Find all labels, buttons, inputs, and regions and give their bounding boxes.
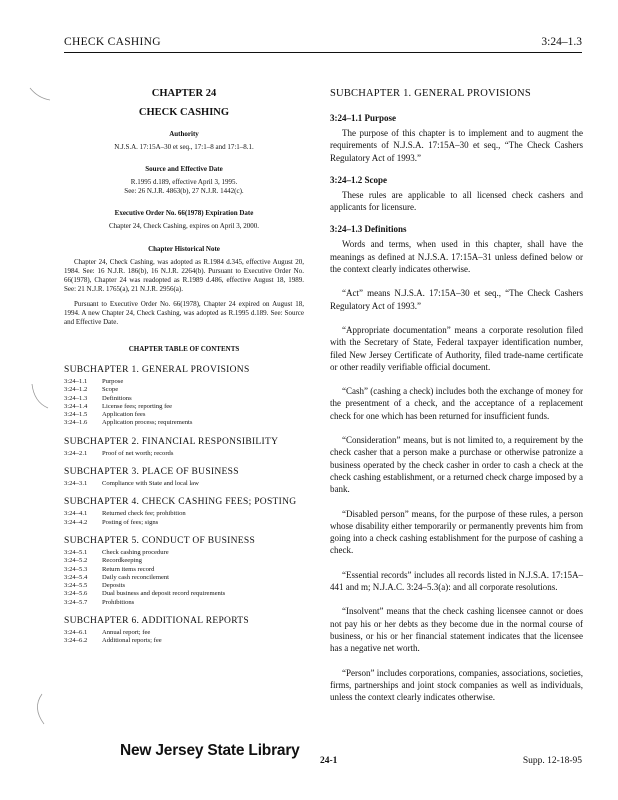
toc-section-list bbox=[64, 480, 199, 488]
historical-note-para-2: Pursuant to Executive Order No. 66(1978), Chapter 24 expired on August 18, 1994. A new Chapter 24, Check Cashing, was adopted as R.1995 d.189. See: Source and Effective Date. bbox=[64, 300, 304, 326]
scan-mark bbox=[28, 692, 52, 726]
toc-entry-title: Check cashing procedure bbox=[102, 548, 169, 556]
toc-entry bbox=[64, 582, 225, 590]
definition-paragraph: “Cash” (cashing a check) includes both the exchange of money for the presentment of a check, and the acceptance of a replacement check for one which has been returned for insufficient funds. bbox=[330, 386, 583, 421]
section-1-1-text: The purpose of this chapter is to implement and to augment the requirements of N.J.S.A. 17:15A–30 et seq., “The Check Cashers Regulatory Act of 1993.” bbox=[330, 128, 583, 163]
header-title: CHECK CASHING bbox=[64, 36, 161, 48]
toc-entry-title: Definitions bbox=[102, 394, 132, 402]
header-section-number: 3:24–1.3 bbox=[541, 36, 582, 48]
toc-entry bbox=[64, 378, 192, 386]
toc-subchapter-title: SUBCHAPTER 3. PLACE OF BUSINESS bbox=[64, 467, 239, 478]
definition-paragraph: “Disabled person” means, for the purpose of these rules, a person whose disability either temporarily or permanently prevents him from going into a check cashing establishment for the purpose of cashing a check. bbox=[330, 508, 583, 556]
toc-subchapter-title: SUBCHAPTER 5. CONDUCT OF BUSINESS bbox=[64, 535, 256, 546]
library-stamp: New Jersey State Library bbox=[120, 742, 300, 759]
toc-entry bbox=[64, 599, 225, 607]
toc-entry-number: 3:24–1.3 bbox=[64, 394, 88, 402]
historical-note-heading: Chapter Historical Note bbox=[148, 245, 220, 253]
toc-entry bbox=[64, 566, 225, 574]
toc-subchapter-title: SUBCHAPTER 1. GENERAL PROVISIONS bbox=[64, 365, 250, 375]
toc-entry-title: Proof of net worth; records bbox=[102, 449, 174, 457]
toc-entry bbox=[64, 386, 192, 394]
section-1-3-title: 3:24–1.3 Definitions bbox=[330, 224, 407, 235]
chapter-number: CHAPTER 24 bbox=[151, 88, 217, 99]
toc-section-list bbox=[64, 510, 186, 527]
scan-mark bbox=[28, 382, 52, 410]
toc-entry-title: Additional reports; fee bbox=[102, 637, 162, 645]
source-heading: Source and Effective Date bbox=[145, 164, 223, 173]
toc-subchapter-title: SUBCHAPTER 6. ADDITIONAL REPORTS bbox=[64, 616, 249, 627]
toc-entry bbox=[64, 637, 162, 645]
toc-section-list bbox=[64, 629, 162, 646]
chapter-name: CHECK CASHING bbox=[138, 107, 230, 118]
toc-entry-title: Daily cash reconcilement bbox=[102, 573, 170, 581]
toc-entry-title: Recordkeeping bbox=[102, 557, 142, 565]
toc-entry-number: 3:24–5.6 bbox=[64, 590, 88, 598]
toc-entry bbox=[64, 574, 225, 582]
toc-entry-title: License fees; reporting fee bbox=[102, 402, 173, 410]
page-number: 24-1 bbox=[320, 756, 338, 766]
source-line-2: See: 26 N.J.R. 4863(b), 27 N.J.R. 1442(c). bbox=[124, 187, 244, 195]
toc-entry-number: 3:24–6.2 bbox=[64, 637, 88, 645]
toc-entry-number: 3:24–5.4 bbox=[64, 573, 88, 581]
toc-heading: CHAPTER TABLE OF CONTENTS bbox=[128, 345, 240, 353]
toc-entry-title: Deposits bbox=[102, 582, 126, 590]
section-1-2-text: These rules are applicable to all licensed check cashers and applicants for licensure. bbox=[330, 189, 583, 213]
toc-entry bbox=[64, 450, 173, 458]
subchapter-heading: SUBCHAPTER 1. GENERAL PROVISIONS bbox=[330, 88, 531, 99]
definitions-list bbox=[330, 287, 583, 703]
toc-entry bbox=[64, 557, 225, 565]
toc-entry-number: 3:24–5.2 bbox=[64, 557, 88, 565]
toc-entry-number: 3:24–5.3 bbox=[64, 565, 88, 573]
toc-subchapter-title: SUBCHAPTER 2. FINANCIAL RESPONSIBILITY bbox=[64, 436, 279, 447]
toc-entry bbox=[64, 419, 192, 427]
toc-entry-number: 3:24–5.7 bbox=[64, 598, 88, 606]
toc-entry bbox=[64, 549, 225, 557]
toc-entry-title: Application process; requirements bbox=[102, 419, 193, 427]
toc-entry-title: Prohibitions bbox=[102, 598, 135, 606]
toc-entry-number: 3:24–6.1 bbox=[64, 629, 88, 637]
toc-entry-title: Dual business and deposit record requirements bbox=[102, 590, 226, 598]
historical-note-para-1: Chapter 24, Check Cashing, was adopted as R.1984 d.345, effective August 20, 1984. See: 16 N.J.R. 186(b), 16 N.J.R. 2264(b). Pursuant to Executive Order No. 66(1978), Chapter 24 was readopted as R.1989 d.486, effective August 18, 1989. See: 21 N.J.R. 1765(a), 21 N.J.R. 2956(a). bbox=[64, 258, 304, 293]
toc-entry bbox=[64, 510, 186, 518]
toc-entry bbox=[64, 480, 199, 488]
definition-paragraph: “Insolvent” means that the check cashing licensee cannot or does not pay his or her debts as they become due in the normal course of business, or his or her financial statement indicates that the licensee has a negative net worth. bbox=[330, 606, 583, 654]
toc-entry-number: 3:24–2.1 bbox=[64, 449, 88, 457]
toc-entry bbox=[64, 629, 162, 637]
executive-order-heading: Executive Order No. 66(1978) Expiration Date bbox=[114, 208, 254, 217]
toc-entry-number: 3:24–4.1 bbox=[64, 510, 88, 518]
definition-paragraph: “Consideration” means, but is not limited to, a requirement by the check casher that a person make a purchase or otherwise patronize a business operated by the check casher in order to cash a check at the check cashing establishment, or a returned check charge imposed by a bank. bbox=[330, 435, 583, 495]
toc-entry-title: Annual report; fee bbox=[102, 629, 151, 637]
toc-subchapter-title: SUBCHAPTER 4. CHECK CASHING FEES; POSTING bbox=[64, 497, 297, 508]
toc-entry bbox=[64, 403, 192, 411]
left-column bbox=[64, 60, 304, 646]
scan-mark bbox=[28, 84, 52, 104]
toc-section-list bbox=[64, 378, 192, 428]
toc-entry bbox=[64, 590, 225, 598]
toc-entry bbox=[64, 395, 192, 403]
toc-entry bbox=[64, 519, 186, 527]
toc-entry-number: 3:24–4.2 bbox=[64, 518, 88, 526]
source-line-1: R.1995 d.189, effective April 3, 1995. bbox=[130, 177, 238, 186]
authority-text: N.J.S.A. 17:15A–30 et seq., 17:1–8 and 17:1–8.1. bbox=[114, 143, 254, 151]
toc-entry-number: 3:24–1.5 bbox=[64, 411, 88, 419]
toc-entry-number: 3:24–3.1 bbox=[64, 480, 88, 488]
executive-order-text: Chapter 24, Check Cashing, expires on April 3, 2000. bbox=[108, 221, 260, 230]
toc-entry-title: Application fees bbox=[102, 411, 146, 419]
table-of-contents bbox=[64, 365, 304, 646]
section-1-2-title: 3:24–1.2 Scope bbox=[330, 174, 387, 185]
toc-entry-number: 3:24–5.5 bbox=[64, 582, 88, 590]
running-header bbox=[64, 36, 582, 53]
authority-heading: Authority bbox=[169, 130, 199, 138]
toc-entry bbox=[64, 411, 192, 419]
definition-paragraph: “Appropriate documentation” means a corporate resolution filed with the Secretary of State, Federal taxpayer identification number, filed New Jersey Certificate of Authority, filed trade-name certificate or other readily verifiable official document. bbox=[330, 324, 583, 372]
section-1-1-title: 3:24–1.1 Purpose bbox=[330, 113, 396, 123]
toc-entry-title: Scope bbox=[102, 386, 119, 394]
toc-entry-number: 3:24–1.4 bbox=[64, 402, 88, 410]
definition-paragraph: “Person” includes corporations, companies, associations, societies, firms, partnerships and joint stock companies as well as individuals, unless the context clearly indicates otherwise. bbox=[330, 667, 583, 703]
toc-entry-title: Purpose bbox=[102, 378, 124, 385]
toc-entry-number: 3:24–1.6 bbox=[64, 419, 88, 427]
toc-entry-title: Return items record bbox=[102, 565, 155, 573]
section-1-3-intro: Words and terms, when used in this chapter, shall have the meanings as defined at N.J.S.A. 17:15A–31 unless defined below or the context clearly indicates otherwise. bbox=[330, 239, 583, 275]
supplement-date: Supp. 12-18-95 bbox=[522, 756, 582, 766]
toc-section-list bbox=[64, 450, 173, 458]
toc-entry-title: Posting of fees; signs bbox=[102, 518, 159, 526]
toc-section-list bbox=[64, 549, 225, 607]
toc-entry-title: Returned check fee; prohibition bbox=[102, 510, 186, 518]
definition-paragraph: “Essential records” includes all records listed in N.J.S.A. 17:15A–441 and m; N.J.A.C. 3:24–5.3(a): and all corporate resolutions. bbox=[330, 569, 583, 593]
toc-entry-title: Compliance with State and local law bbox=[102, 480, 199, 488]
toc-entry-number: 3:24–1.2 bbox=[64, 386, 88, 394]
right-column bbox=[330, 60, 583, 703]
definition-paragraph: “Act” means N.J.S.A. 17:15A–30 et seq., “The Check Cashers Regulatory Act of 1993.” bbox=[330, 288, 583, 311]
toc-entry-number: 3:24–5.1 bbox=[64, 548, 88, 556]
toc-entry-number: 3:24–1.1 bbox=[64, 378, 88, 385]
